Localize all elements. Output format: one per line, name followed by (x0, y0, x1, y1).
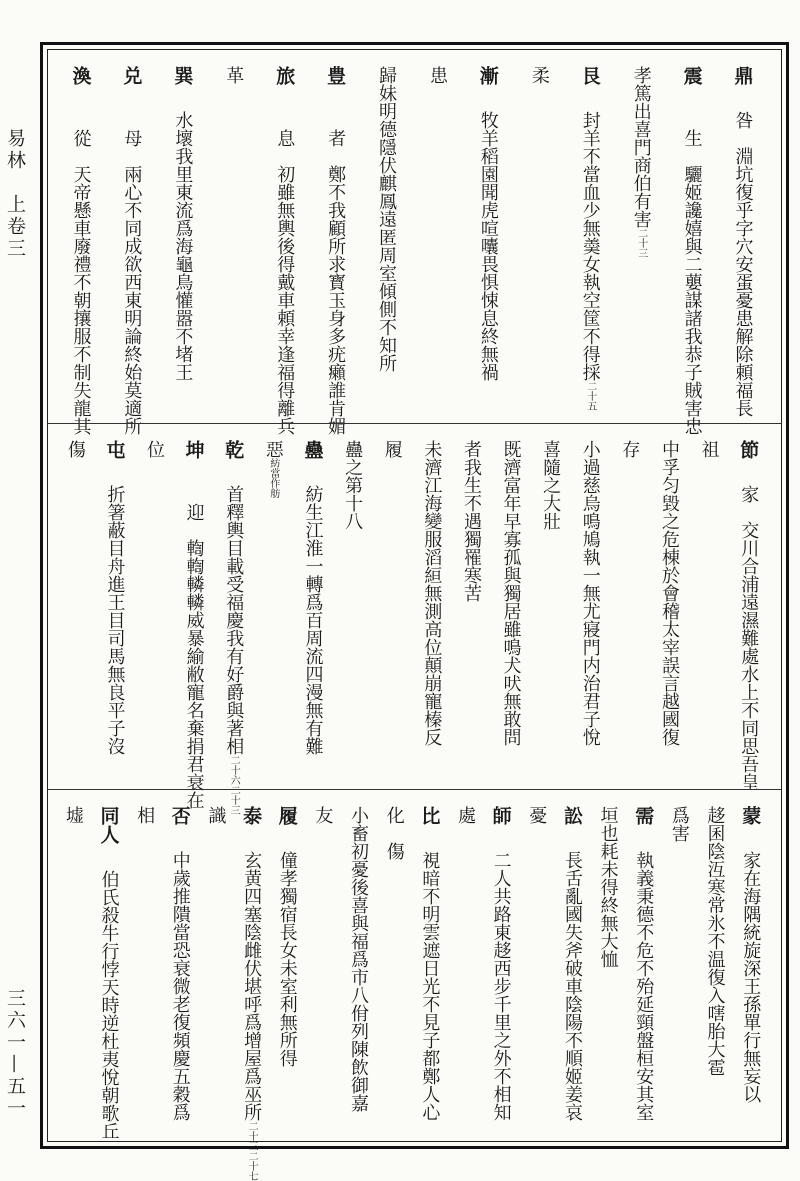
hexagram-heading: 屯 (103, 440, 126, 459)
verse-text: 長舌亂國失斧破車陰陽不順姬姜哀 (561, 851, 583, 1121)
verse-text: 息 初雖無輿後得戴車頼幸逢福得離兵 (274, 111, 296, 435)
verse-text: 垣也耗未得終無大恤 (597, 806, 619, 968)
book-title: 易林 上卷三 (4, 128, 26, 260)
text-column (446, 790, 482, 1148)
text-column (173, 424, 213, 809)
text-column (105, 50, 156, 435)
verse-text: 爲害 (668, 806, 690, 842)
hexagram-heading: 比 (418, 806, 441, 825)
text-column (331, 424, 371, 790)
verse-text: 母 兩心不同成欲西東明論終始莫適所 (121, 111, 143, 435)
verse-text: 化 傷 (383, 806, 405, 860)
verse-text: 趍囷陰沍寒常氷不温復入嗐胎大雹 (704, 806, 726, 1076)
verse-text: 處 (455, 806, 476, 824)
verse-text: 存 (619, 440, 641, 458)
text-column (133, 424, 173, 790)
text-section (48, 423, 781, 815)
hexagram-heading: 否 (168, 806, 191, 825)
verse-text: 中孚匀毀之危棟於會稽太宰誤言越國復 (658, 440, 680, 746)
text-column (54, 50, 105, 435)
text-column (339, 790, 375, 1148)
text-column (207, 50, 258, 423)
text-column (490, 424, 530, 790)
hexagram-heading: 豊 (324, 66, 347, 85)
text-column (553, 790, 589, 1148)
text-column (624, 790, 660, 1148)
annotation-note: 二十六 (228, 755, 240, 785)
text-column (232, 790, 268, 1181)
text-column (411, 50, 462, 423)
verse-text: 友 (312, 806, 334, 824)
text-column (512, 50, 563, 423)
verse-text: 位 (144, 440, 166, 458)
verse-text: 憂 (526, 806, 548, 824)
text-column (54, 424, 94, 790)
verse-text: 玄黄四塞陰雌伏堪呼爲增屋爲巫所 (241, 851, 263, 1121)
hexagram-heading: 蒙 (739, 806, 762, 825)
text-column (648, 424, 688, 790)
annotation-note: 二十五 (584, 381, 596, 411)
text-column (688, 424, 728, 790)
text-column (660, 790, 696, 1148)
text-column (212, 424, 252, 815)
verse-text: 小畜初憂後喜與福爲市八佾列陳飲御嘉 (348, 806, 370, 1112)
hexagram-heading: 旅 (273, 66, 296, 85)
text-column (375, 790, 411, 1148)
verse-text: 生 驪姬讒嬉與二蘡謀諸我恭子賊害忠 (681, 111, 703, 435)
verse-text: 折箸蔽目舟進王目司馬無良平子沒 (104, 485, 126, 755)
verse-text: 歸妹明德隱伏麒鳳遠匿周室傾側不知所 (376, 66, 398, 372)
verse-text: 識 (205, 806, 227, 824)
verse-text: 家 交川合浦遠濕難處水上不同思吾皇 (738, 485, 760, 791)
text-column (727, 424, 767, 790)
verse-text: 相 (134, 806, 156, 824)
text-column (360, 50, 411, 423)
hexagram-heading: 泰 (240, 806, 263, 825)
verse-text: 迎 輷輷轔轔威暴緰敝寵名棄捐君衰在 (183, 485, 205, 809)
verse-text: 僮孝獨宿長女未室利無所得 (276, 851, 298, 1067)
text-column (609, 424, 649, 790)
verse-text: 者我生不遇獨罹寒苦 (460, 440, 482, 602)
text-column (482, 790, 518, 1148)
verse-text: 水壞我里東流爲海龜鳥懽嚣不堵王 (172, 111, 194, 381)
text-column (665, 50, 716, 435)
hexagram-heading: 漸 (476, 66, 499, 85)
verse-text: 首釋輿目載受福慶我有好爵與著相 (223, 485, 245, 755)
verse-text: 祖 (698, 440, 720, 458)
text-column (304, 790, 340, 1148)
verse-text: 喜隨之大壯 (540, 440, 562, 530)
text-column (156, 50, 207, 423)
verse-text: 二人共路東趍西步千里之外不相知 (490, 851, 512, 1121)
hexagram-heading: 坤 (182, 440, 205, 459)
hexagram-heading: 節 (737, 440, 760, 459)
hexagram-heading: 訟 (560, 806, 583, 825)
text-column (309, 50, 360, 435)
verse-text: 紡生江淮一轉爲百周流四漫無有難 (302, 485, 324, 755)
text-column (411, 424, 451, 790)
verse-text: 伯氏殺牛行悖天時逆杜夷悅朝歌丘 (98, 870, 120, 1140)
text-column (569, 424, 609, 790)
text-column (589, 790, 625, 1148)
verse-text: 革 (223, 66, 245, 84)
verse-text: 履 (381, 440, 403, 458)
text-column (716, 50, 767, 423)
hexagram-heading: 鼎 (731, 66, 754, 85)
hexagram-heading: 艮 (578, 66, 601, 85)
text-column (450, 424, 490, 790)
text-column (461, 50, 512, 423)
text-column (252, 424, 292, 790)
verse-text: 家在海隅統旋深王孫單行無妄以 (740, 851, 762, 1103)
hexagram-heading: 同人 (97, 806, 120, 844)
text-column (94, 424, 134, 790)
page-number: 三六一—五一 (4, 988, 26, 1120)
verse-text: 患 (426, 66, 448, 84)
text-section (48, 789, 781, 1181)
verse-text: 小過慈烏鳴鳩執一無尤寢門内治君子悅 (579, 440, 601, 746)
hexagram-heading: 震 (680, 66, 703, 85)
text-section (48, 50, 781, 435)
annotation-note: 二十三 (228, 785, 240, 815)
annotation-note: 二十七 (246, 1151, 258, 1181)
hexagram-heading: 蠱 (301, 440, 324, 459)
annotation-note: 二十三 (246, 1121, 258, 1151)
text-column (411, 790, 447, 1148)
verse-text: 孝篤出喜門商伯有害 (630, 66, 652, 228)
verse-text: 中歲推隤當恐衰微老復頻慶五穀爲 (169, 851, 191, 1121)
annotation-note: 紡當作舫 (267, 458, 279, 498)
verse-text: 者 鄭不我顧所求寳玉身多疣癩誰肯媚 (325, 111, 347, 435)
verse-text: 墟 (62, 806, 84, 824)
text-column (517, 790, 553, 1148)
text-column (614, 50, 665, 423)
verse-text: 柔 (528, 66, 550, 84)
text-column (563, 50, 614, 423)
text-column (529, 424, 569, 790)
hexagram-heading: 師 (489, 806, 512, 825)
verse-text: 既濟富年早寡孤與獨居雖鳴犬吠無敢問 (500, 440, 522, 746)
hexagram-heading: 渙 (69, 66, 92, 85)
verse-text: 執義秉德不危不殆延頸盤桓安其室 (633, 851, 655, 1121)
text-area (47, 49, 782, 1181)
verse-text: 從 天帝懸車廢禮不朝攘服不制失龍其 (70, 111, 92, 435)
text-column (371, 424, 411, 790)
hexagram-heading: 乾 (222, 440, 245, 459)
text-column (197, 790, 233, 1148)
verse-text: 封羊不當血少無羮女執空筐不得採 (579, 111, 601, 381)
text-column (292, 424, 332, 790)
hexagram-heading: 需 (632, 806, 655, 825)
text-column (696, 790, 732, 1148)
verse-text: 蠱之第十八 (342, 440, 364, 530)
hexagram-heading: 巽 (171, 66, 194, 85)
verse-text: 惡 (262, 440, 284, 458)
text-column (258, 50, 309, 435)
text-column (125, 790, 161, 1148)
hexagram-heading: 兑 (120, 66, 143, 85)
verse-text: 未濟江海變服滔絙無測高位顛崩寵榛反 (421, 440, 443, 746)
page-frame (40, 42, 789, 1181)
text-column (268, 790, 304, 1148)
verse-text: 視暗不明雲遮日光不見子都鄭人心 (419, 851, 441, 1121)
text-column (161, 790, 197, 1148)
verse-text: 咎 淵坑復乎字穴安蛋憂患解除頼福長 (732, 111, 754, 417)
verse-text: 傷 (64, 440, 86, 458)
text-column (54, 790, 90, 1148)
hexagram-heading: 履 (275, 806, 298, 825)
text-column (90, 790, 126, 1148)
text-column (731, 790, 767, 1148)
annotation-note: 二十三 (635, 228, 647, 258)
verse-text: 牧羊稻園聞虎喧囔畏惧悚息終無禍 (477, 111, 499, 381)
